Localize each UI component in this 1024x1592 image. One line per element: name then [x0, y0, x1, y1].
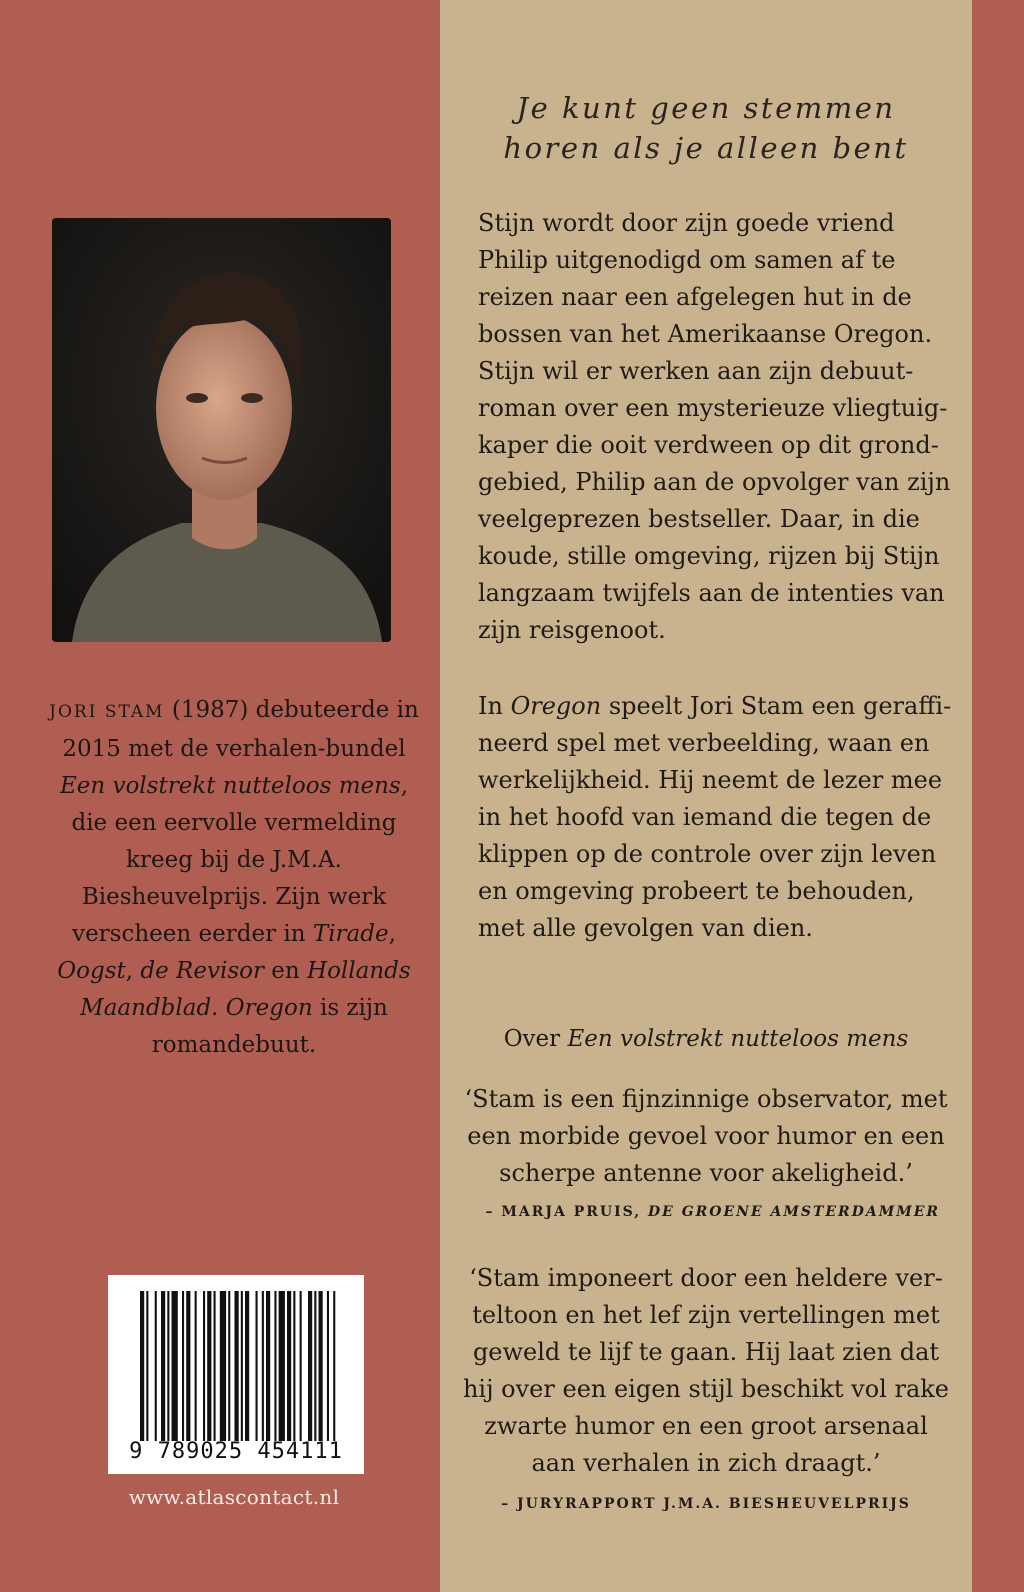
bio-title-1: Een volstrekt nutteloos mens — [59, 773, 401, 799]
synopsis-line: veelgeprezen bestseller. Daar, in die — [478, 505, 920, 533]
review-attribution-1 — [440, 1204, 940, 1220]
barcode-bar — [279, 1291, 285, 1441]
synopsis-line: Philip uitgenodigd om samen af te — [478, 246, 896, 274]
barcode-bar — [308, 1291, 312, 1441]
reviews-heading-title: Een volstrekt nutteloos mens — [567, 1026, 909, 1052]
barcode-bar — [155, 1291, 157, 1441]
bio-magazine-4: Hollands Maandblad — [80, 958, 411, 1021]
quote-line: een morbide gevoel voor humor en een — [467, 1122, 945, 1150]
synopsis-line: Stijn wil er werken aan zijn debuut- — [478, 357, 914, 385]
barcode-bar — [182, 1291, 184, 1441]
barcode-bar — [161, 1291, 165, 1441]
quote-line: teltoon en het lef zijn vertellingen met — [472, 1301, 940, 1329]
publisher-website: www.atlascontact.nl — [128, 1485, 340, 1509]
barcode-bar — [214, 1291, 216, 1441]
about-paragraph — [478, 688, 952, 947]
barcode-bar — [314, 1291, 316, 1441]
barcode-bar — [207, 1291, 211, 1441]
synopsis-line: reizen naar een afgelegen hut in de — [478, 283, 912, 311]
review-quote-1 — [440, 1081, 972, 1192]
quote-line: scherpe antenne voor akeligheid.’ — [499, 1159, 913, 1187]
bio-title-2: Oregon — [225, 995, 313, 1021]
bio-magazine-1: Tirade — [312, 921, 389, 947]
about-line: in het hoofd van iemand die tegen de — [478, 803, 932, 831]
bio-sep-4: . — [211, 995, 226, 1021]
tagline-line: horen als je alleen bent — [503, 131, 909, 165]
bio-text-1: (1987) debuteerde in 2015 met de verhalen-bundel — [62, 697, 419, 762]
barcode-bar — [186, 1291, 190, 1441]
barcode-bar — [167, 1291, 169, 1441]
quote-line: ‘Stam is een fijnzinnige observator, met — [464, 1085, 948, 1113]
barcode-bar — [195, 1291, 197, 1441]
barcode-bar — [293, 1291, 295, 1441]
bio-sep-1: , — [388, 921, 396, 947]
right-edge-strip — [972, 0, 1024, 1592]
barcode-bar — [140, 1291, 144, 1441]
about-line — [478, 688, 952, 725]
barcode-bar — [245, 1291, 249, 1441]
quote-line: zwarte humor en een groot arsenaal — [484, 1412, 928, 1440]
author-photo — [52, 218, 391, 642]
about-text: speelt Jori Stam een geraffi- — [601, 692, 952, 720]
barcode-bar — [256, 1291, 258, 1441]
about-title: Oregon — [510, 692, 602, 720]
author-portrait-icon — [52, 218, 391, 642]
synopsis-line: kaper die ooit verdween op dit grond- — [478, 431, 939, 459]
synopsis-line: Stijn wordt door zijn goede vriend — [478, 209, 895, 237]
barcode-bar — [220, 1291, 226, 1441]
bio-sep-2: , — [125, 958, 141, 984]
quote-line: ‘Stam imponeert door een heldere ver- — [469, 1264, 943, 1292]
barcode-bar — [228, 1291, 230, 1441]
about-text: In — [478, 692, 511, 720]
review-quote-2 — [440, 1260, 972, 1482]
isbn-digits: 9 789025 454111 — [129, 1439, 343, 1464]
author-name: JORI STAM — [49, 702, 165, 722]
reviews-heading-prefix: Over — [503, 1026, 568, 1052]
barcode-bar — [262, 1291, 264, 1441]
synopsis — [478, 205, 951, 649]
bio-magazine-2: Oogst — [57, 958, 126, 984]
barcode-bar — [172, 1291, 178, 1441]
about-line: neerd spel met verbeelding, waan en — [478, 729, 930, 757]
attribution-source: DE GROENE AMSTERDAMMER — [648, 1204, 940, 1220]
barcode-bar — [235, 1291, 239, 1441]
barcode-bar — [203, 1291, 205, 1441]
synopsis-line: zijn reisgenoot. — [478, 616, 666, 644]
barcode-bar — [319, 1291, 323, 1441]
about-line: met alle gevolgen van dien. — [478, 914, 813, 942]
synopsis-line: gebied, Philip aan de opvolger van zijn — [478, 468, 951, 496]
review-attribution-2: – JURYRAPPORT J.M.A. BIESHEUVELPRIJS — [501, 1496, 911, 1512]
bio-magazine-3: de Revisor — [140, 958, 264, 984]
synopsis-line: roman over een mysterieuze vliegtuig- — [478, 394, 948, 422]
synopsis-line: bossen van het Amerikaanse Oregon. — [478, 320, 933, 348]
barcode-bar — [266, 1291, 270, 1441]
bio-sep-3: en — [263, 958, 308, 984]
isbn-barcode — [108, 1275, 364, 1474]
barcode-bar — [274, 1291, 276, 1441]
tagline-line: Je kunt geen stemmen — [516, 91, 896, 125]
barcode-bar — [146, 1291, 148, 1441]
barcode-bar — [241, 1291, 243, 1441]
bio-text-2: , die een eervolle vermelding kreeg bij de J.M.A. Biesheuvelprijs. Zijn werk verscheen eerder in — [71, 773, 409, 947]
about-line: en omgeving probeert te behouden, — [478, 877, 915, 905]
barcode-bar — [333, 1291, 335, 1441]
reviews-heading — [440, 1026, 972, 1052]
attribution-name: – MARJA PRUIS, — [485, 1204, 649, 1220]
quote-line: aan verhalen in zich draagt.’ — [531, 1449, 881, 1477]
synopsis-line: koude, stille omgeving, rijzen bij Stijn — [478, 542, 940, 570]
quote-line: hij over een eigen stijl beschikt vol rake — [462, 1375, 950, 1403]
barcode-bar — [300, 1291, 302, 1441]
quote-line: geweld te lijf te gaan. Hij laat zien dat — [472, 1338, 940, 1366]
synopsis-line: langzaam twijfels aan de intenties van — [478, 579, 945, 607]
tagline — [440, 88, 972, 168]
barcode-bar — [327, 1291, 329, 1441]
about-line: werkelijkheid. Hij neemt de lezer mee — [478, 766, 943, 794]
barcode-bar — [287, 1291, 291, 1441]
author-bio — [44, 692, 424, 1064]
about-line: klippen op de controle over zijn leven — [478, 840, 937, 868]
bio-text-3: is zijn romandebuut. — [151, 995, 388, 1058]
